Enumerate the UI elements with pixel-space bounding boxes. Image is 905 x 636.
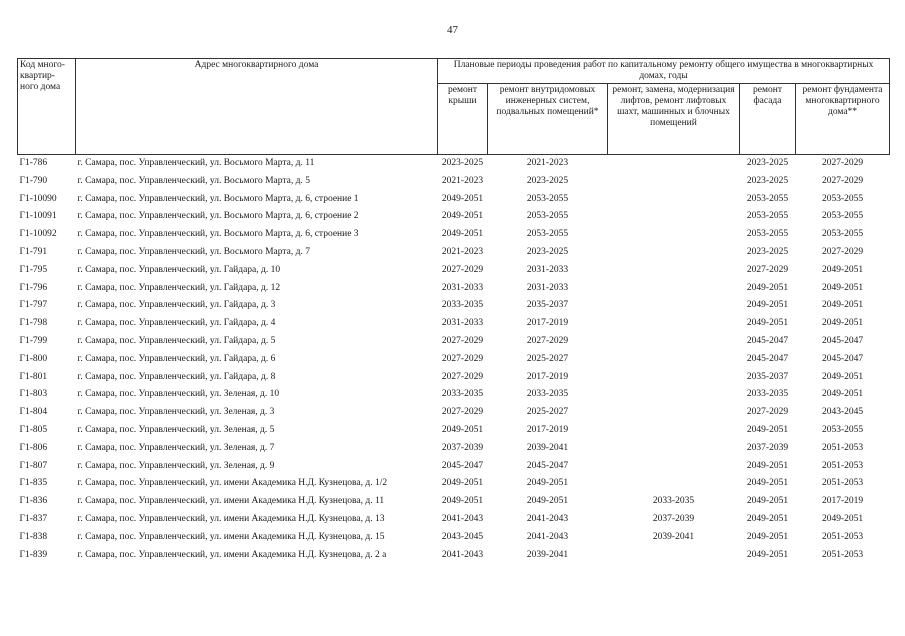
cell-foundation: 2027-2029 xyxy=(821,246,864,257)
header-periods: Плановые периоды проведения работ по капитальному ремонту общего имущества в многоквартирных домах, годы xyxy=(438,59,890,84)
cell-foundation: 2051-2053 xyxy=(821,531,864,542)
cell-facade: 2027-2029 xyxy=(746,264,789,275)
cell-foundation: 2043-2045 xyxy=(821,407,864,418)
table-row xyxy=(18,458,890,476)
cell-systems: 2033-2035 xyxy=(526,389,569,400)
cell-address: г. Самара, пос. Управленческий, ул. Зеленая, д. 3 xyxy=(77,407,275,418)
cell-roof: 2031-2033 xyxy=(441,318,484,329)
cell-elevators xyxy=(608,191,740,209)
cell-facade: 2049-2051 xyxy=(746,424,789,435)
cell-facade: 2049-2051 xyxy=(746,496,789,507)
cell-roof: 2049-2051 xyxy=(441,193,484,204)
cell-systems: 2023-2025 xyxy=(526,175,569,186)
cell-facade: 2033-2035 xyxy=(746,389,789,400)
header-elevators: ремонт, замена, модернизация лифтов, ремонт лифтовых шахт, машинных и блочных помещений xyxy=(608,84,740,155)
cell-foundation: 2051-2053 xyxy=(821,460,864,471)
cell-code: Г1-801 xyxy=(19,371,48,382)
table-row xyxy=(18,244,890,262)
cell-facade: 2035-2037 xyxy=(746,371,789,382)
cell-systems: 2045-2047 xyxy=(526,460,569,471)
cell-systems: 2023-2025 xyxy=(526,246,569,257)
cell-address: г. Самара, пос. Управленческий, ул. Зеленая, д. 5 xyxy=(77,424,275,435)
cell-facade: 2049-2051 xyxy=(746,282,789,293)
cell-foundation: 2049-2051 xyxy=(821,264,864,275)
cell-elevators xyxy=(608,404,740,422)
cell-elevators xyxy=(608,173,740,191)
table-row xyxy=(18,511,890,529)
cell-address: г. Самара, пос. Управленческий, ул. Восьмого Марта, д. 11 xyxy=(77,158,315,168)
cell-address: г. Самара, пос. Управленческий, ул. Зеленая, д. 7 xyxy=(77,442,275,453)
cell-address: г. Самара, пос. Управленческий, ул. Гайдара, д. 12 xyxy=(77,282,281,293)
cell-code: Г1-800 xyxy=(19,353,48,364)
cell-roof: 2049-2051 xyxy=(441,229,484,240)
cell-roof: 2049-2051 xyxy=(441,496,484,507)
cell-address: г. Самара, пос. Управленческий, ул. Восьмого Марта, д. 6, строение 2 xyxy=(77,211,359,222)
cell-systems: 2025-2027 xyxy=(526,353,569,364)
table-row xyxy=(18,547,890,565)
cell-code: Г1-807 xyxy=(19,460,48,471)
cell-address: г. Самара, пос. Управленческий, ул. Восьмого Марта, д. 7 xyxy=(77,246,310,257)
table-row xyxy=(18,226,890,244)
cell-foundation: 2045-2047 xyxy=(821,335,864,346)
cell-roof: 2021-2023 xyxy=(441,246,484,257)
cell-systems: 2017-2019 xyxy=(526,371,569,382)
cell-code: Г1-796 xyxy=(19,282,48,293)
cell-foundation: 2051-2053 xyxy=(821,478,864,489)
table-row xyxy=(18,529,890,547)
table-row xyxy=(18,440,890,458)
cell-roof: 2033-2035 xyxy=(441,300,484,311)
table-row xyxy=(18,208,890,226)
header-roof: ремонт крыши xyxy=(438,84,488,155)
cell-code: Г1-838 xyxy=(19,531,48,542)
cell-systems: 2031-2033 xyxy=(526,264,569,275)
cell-elevators xyxy=(608,475,740,493)
cell-systems: 2017-2019 xyxy=(526,424,569,435)
cell-systems: 2031-2033 xyxy=(526,282,569,293)
cell-systems: 2053-2055 xyxy=(526,193,569,204)
cell-code: Г1-799 xyxy=(19,335,48,346)
cell-code: Г1-803 xyxy=(19,389,48,400)
cell-code: Г1-806 xyxy=(19,442,48,453)
cell-elevators xyxy=(608,369,740,387)
cell-systems: 2025-2027 xyxy=(526,407,569,418)
cell-code: Г1-839 xyxy=(19,549,48,560)
table-header xyxy=(18,59,890,155)
table-row xyxy=(18,280,890,298)
table-row xyxy=(18,262,890,280)
cell-systems: 2021-2023 xyxy=(526,158,569,168)
cell-foundation: 2053-2055 xyxy=(821,193,864,204)
cell-code: Г1-797 xyxy=(19,300,48,311)
cell-address: г. Самара, пос. Управленческий, ул. Гайдара, д. 4 xyxy=(77,318,276,329)
table-row xyxy=(18,475,890,493)
cell-foundation: 2051-2053 xyxy=(821,442,864,453)
cell-code: Г1-791 xyxy=(19,246,48,257)
table-row xyxy=(18,351,890,369)
cell-address: г. Самара, пос. Управленческий, ул. имени Академика Н.Д. Кузнецова, д. 2 а xyxy=(77,549,387,560)
header-code: Код много-квартир-ного дома xyxy=(18,59,76,155)
cell-address: г. Самара, пос. Управленческий, ул. имени Академика Н.Д. Кузнецова, д. 15 xyxy=(77,531,385,542)
cell-code: Г1-837 xyxy=(19,513,48,524)
cell-elevators xyxy=(608,458,740,476)
header-address: Адрес многоквартирного дома xyxy=(76,59,438,155)
cell-roof: 2031-2033 xyxy=(441,282,484,293)
cell-systems: 2049-2051 xyxy=(526,496,569,507)
cell-address: г. Самара, пос. Управленческий, ул. Восьмого Марта, д. 6, строение 3 xyxy=(77,229,359,240)
cell-roof: 2043-2045 xyxy=(441,531,484,542)
header-facade: ремонт фасада xyxy=(740,84,796,155)
cell-foundation: 2017-2019 xyxy=(821,496,864,507)
cell-code: Г1-835 xyxy=(19,478,48,489)
cell-address: г. Самара, пос. Управленческий, ул. имени Академика Н.Д. Кузнецова, д. 11 xyxy=(77,496,385,507)
cell-elevators: 2037-2039 xyxy=(652,513,695,524)
cell-roof: 2027-2029 xyxy=(441,371,484,382)
table-row xyxy=(18,315,890,333)
table-row xyxy=(18,493,890,511)
cell-code: Г1-805 xyxy=(19,424,48,435)
cell-code: Г1-10091 xyxy=(19,211,57,222)
cell-roof: 2037-2039 xyxy=(441,442,484,453)
cell-address: г. Самара, пос. Управленческий, ул. Гайдара, д. 8 xyxy=(77,371,276,382)
cell-roof: 2027-2029 xyxy=(441,335,484,346)
cell-address: г. Самара, пос. Управленческий, ул. Восьмого Марта, д. 5 xyxy=(77,175,310,186)
cell-facade: 2023-2025 xyxy=(746,246,789,257)
cell-elevators xyxy=(608,386,740,404)
cell-address: г. Самара, пос. Управленческий, ул. Зеленая, д. 10 xyxy=(77,389,280,400)
table-row xyxy=(18,369,890,387)
cell-foundation: 2049-2051 xyxy=(821,300,864,311)
cell-elevators xyxy=(608,351,740,369)
capital-repair-schedule-table xyxy=(17,58,890,564)
cell-code: Г1-798 xyxy=(19,318,48,329)
cell-facade: 2045-2047 xyxy=(746,335,789,346)
cell-roof: 2027-2029 xyxy=(441,264,484,275)
cell-address: г. Самара, пос. Управленческий, ул. Гайдара, д. 6 xyxy=(77,353,276,364)
cell-roof: 2049-2051 xyxy=(441,211,484,222)
cell-facade: 2023-2025 xyxy=(746,175,789,186)
cell-roof: 2027-2029 xyxy=(441,353,484,364)
cell-foundation: 2027-2029 xyxy=(821,175,864,186)
cell-roof: 2033-2035 xyxy=(441,389,484,400)
cell-address: г. Самара, пос. Управленческий, ул. имени Академика Н.Д. Кузнецова, д. 13 xyxy=(77,513,385,524)
cell-elevators xyxy=(608,280,740,298)
cell-foundation: 2053-2055 xyxy=(821,211,864,222)
cell-facade: 2027-2029 xyxy=(746,407,789,418)
cell-facade: 2037-2039 xyxy=(746,442,789,453)
cell-systems: 2053-2055 xyxy=(526,229,569,240)
cell-address: г. Самара, пос. Управленческий, ул. Гайдара, д. 10 xyxy=(77,264,281,275)
table-row xyxy=(18,422,890,440)
cell-foundation: 2049-2051 xyxy=(821,318,864,329)
table-row xyxy=(18,191,890,209)
cell-roof: 2027-2029 xyxy=(441,407,484,418)
cell-systems: 2049-2051 xyxy=(526,478,569,489)
cell-systems: 2027-2029 xyxy=(526,335,569,346)
cell-roof: 2045-2047 xyxy=(441,460,484,471)
cell-address: г. Самара, пос. Управленческий, ул. Гайдара, д. 5 xyxy=(77,335,276,346)
cell-roof: 2041-2043 xyxy=(441,549,484,560)
cell-facade: 2049-2051 xyxy=(746,318,789,329)
cell-systems: 2053-2055 xyxy=(526,211,569,222)
cell-systems: 2035-2037 xyxy=(526,300,569,311)
cell-elevators xyxy=(608,226,740,244)
cell-facade: 2049-2051 xyxy=(746,300,789,311)
cell-foundation: 2049-2051 xyxy=(821,389,864,400)
cell-code: Г1-804 xyxy=(19,407,48,418)
cell-code: Г1-10090 xyxy=(19,193,57,204)
page-number: 47 xyxy=(447,24,458,36)
table-body xyxy=(18,155,890,565)
cell-elevators xyxy=(608,422,740,440)
cell-foundation: 2027-2029 xyxy=(821,158,864,168)
cell-systems: 2039-2041 xyxy=(526,442,569,453)
cell-facade: 2049-2051 xyxy=(746,478,789,489)
cell-code: Г1-795 xyxy=(19,264,48,275)
cell-foundation: 2053-2055 xyxy=(821,424,864,435)
cell-roof: 2023-2025 xyxy=(441,158,484,168)
cell-facade: 2049-2051 xyxy=(746,513,789,524)
cell-elevators xyxy=(608,208,740,226)
cell-roof: 2049-2051 xyxy=(441,424,484,435)
cell-roof: 2021-2023 xyxy=(441,175,484,186)
table-row xyxy=(18,386,890,404)
cell-systems: 2041-2043 xyxy=(526,531,569,542)
cell-address: г. Самара, пос. Управленческий, ул. Зеленая, д. 9 xyxy=(77,460,275,471)
cell-address: г. Самара, пос. Управленческий, ул. Гайдара, д. 3 xyxy=(77,300,276,311)
cell-elevators xyxy=(608,155,740,173)
cell-elevators xyxy=(608,333,740,351)
cell-facade: 2023-2025 xyxy=(746,158,789,168)
cell-systems: 2017-2019 xyxy=(526,318,569,329)
cell-code: Г1-836 xyxy=(19,496,48,507)
cell-elevators: 2033-2035 xyxy=(652,496,695,507)
cell-roof: 2041-2043 xyxy=(441,513,484,524)
header-foundation: ремонт фундамента многоквартирного дома** xyxy=(796,84,890,155)
cell-systems: 2039-2041 xyxy=(526,549,569,560)
cell-elevators xyxy=(608,244,740,262)
cell-address: г. Самара, пос. Управленческий, ул. имени Академика Н.Д. Кузнецова, д. 1/2 xyxy=(77,478,388,489)
cell-roof: 2049-2051 xyxy=(441,478,484,489)
cell-facade: 2053-2055 xyxy=(746,229,789,240)
cell-foundation: 2049-2051 xyxy=(821,513,864,524)
table-row xyxy=(18,173,890,191)
cell-foundation: 2049-2051 xyxy=(821,371,864,382)
cell-foundation: 2045-2047 xyxy=(821,353,864,364)
cell-foundation: 2053-2055 xyxy=(821,229,864,240)
cell-systems: 2041-2043 xyxy=(526,513,569,524)
cell-facade: 2049-2051 xyxy=(746,531,789,542)
cell-elevators xyxy=(608,297,740,315)
cell-foundation: 2049-2051 xyxy=(821,282,864,293)
table-row xyxy=(18,333,890,351)
cell-elevators xyxy=(608,262,740,280)
cell-facade: 2045-2047 xyxy=(746,353,789,364)
cell-code: Г1-786 xyxy=(19,158,48,168)
cell-code: Г1-10092 xyxy=(19,229,57,240)
cell-elevators xyxy=(608,440,740,458)
table-row xyxy=(18,155,890,173)
cell-elevators: 2039-2041 xyxy=(652,531,695,542)
table-row xyxy=(18,404,890,422)
cell-facade: 2049-2051 xyxy=(746,460,789,471)
cell-foundation: 2051-2053 xyxy=(821,549,864,560)
cell-elevators xyxy=(608,315,740,333)
header-systems: ремонт внутридомовых инженерных систем, подвальных помещений* xyxy=(488,84,608,155)
cell-facade: 2053-2055 xyxy=(746,211,789,222)
cell-facade: 2053-2055 xyxy=(746,193,789,204)
cell-code: Г1-790 xyxy=(19,175,48,186)
cell-address: г. Самара, пос. Управленческий, ул. Восьмого Марта, д. 6, строение 1 xyxy=(77,193,359,204)
cell-elevators xyxy=(608,547,740,565)
cell-facade: 2049-2051 xyxy=(746,549,789,560)
table-row xyxy=(18,297,890,315)
